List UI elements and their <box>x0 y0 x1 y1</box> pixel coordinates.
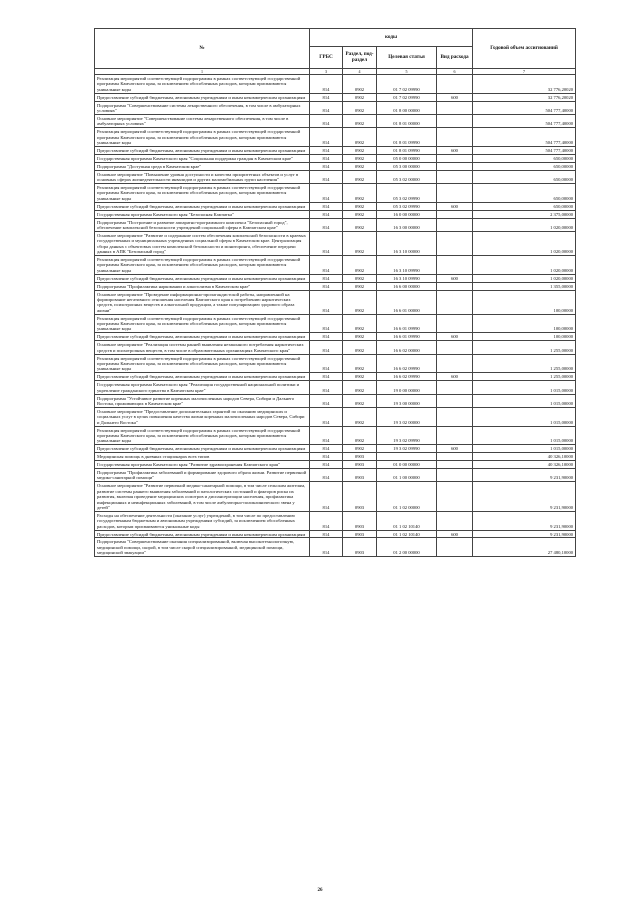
row-grbs: 814 <box>310 511 343 530</box>
row-grbs: 814 <box>310 282 343 290</box>
row-name: Подпрограмма "Построение и развитие аппаратно-программного комплекса "Безопасный город", обеспечение комплексной безопасности учреждений социальной сферы в Камчатском крае" <box>95 218 310 231</box>
row-expense-type <box>437 482 473 512</box>
row-razdel: 0902 <box>343 210 377 218</box>
row-expense-type: 600 <box>437 146 473 154</box>
row-grbs: 814 <box>310 314 343 333</box>
row-target-article: 05 3 00 00000 <box>377 162 437 170</box>
table-row <box>95 426 576 445</box>
row-grbs: 814 <box>310 162 343 170</box>
row-grbs: 814 <box>310 373 343 381</box>
row-target-article: 19 3 02 09990 <box>377 445 437 453</box>
row-razdel: 0902 <box>343 101 377 114</box>
header-codes: коды <box>310 29 473 47</box>
row-razdel: 0902 <box>343 170 377 183</box>
row-expense-type <box>437 75 473 94</box>
row-sum: 650,00000 <box>473 162 576 170</box>
row-expense-type <box>437 314 473 333</box>
row-sum: 504 777,40000 <box>473 146 576 154</box>
row-grbs: 814 <box>310 154 343 162</box>
row-expense-type <box>437 282 473 290</box>
row-sum: 1 015,00000 <box>473 445 576 453</box>
row-razdel: 0902 <box>343 282 377 290</box>
row-grbs: 814 <box>310 210 343 218</box>
row-name: Реализация мероприятий соответствующей подпрограммы в рамках соответствующей государственной программы Камчатского края, за исключением обособленных расходов, которым присваиваются уникальные коды <box>95 314 310 333</box>
row-grbs: 814 <box>310 170 343 183</box>
row-expense-type <box>437 461 473 469</box>
row-sum: 1 020,00000 <box>473 231 576 255</box>
row-razdel: 0902 <box>343 114 377 127</box>
row-grbs: 814 <box>310 333 343 341</box>
row-grbs: 814 <box>310 93 343 101</box>
row-sum: 1 355,00000 <box>473 282 576 290</box>
colnum: 1 <box>95 69 310 75</box>
row-razdel: 0902 <box>343 341 377 354</box>
row-razdel: 0902 <box>343 426 377 445</box>
row-name: Предоставление субсидий бюджетным, автономным учреждениям и иным некоммерческим организациям <box>95 373 310 381</box>
row-razdel: 0903 <box>343 538 377 557</box>
row-razdel: 0902 <box>343 290 377 314</box>
row-grbs: 814 <box>310 231 343 255</box>
row-expense-type <box>437 538 473 557</box>
row-name: Государственная программа Камчатского края "Развитие здравоохранения Камчатского края" <box>95 461 310 469</box>
colnum: 5 <box>377 69 437 75</box>
colnum: 4 <box>343 69 377 75</box>
row-expense-type: 600 <box>437 530 473 538</box>
header-cs: Целевая статья <box>377 47 437 69</box>
row-sum: 1 255,00000 <box>473 373 576 381</box>
row-name: Предоставление субсидий бюджетным, автономным учреждениям и иным некоммерческим организациям <box>95 530 310 538</box>
row-razdel: 0902 <box>343 407 377 426</box>
row-expense-type: 600 <box>437 373 473 381</box>
row-target-article: 01 0 00 00000 <box>377 461 437 469</box>
row-sum: 2 375,00000 <box>473 210 576 218</box>
row-name: Подпрограмма "Устойчивое развитие коренных малочисленных народов Севера, Сибири и Дальнего Востока, проживающих в Камчатском крае" <box>95 394 310 407</box>
row-expense-type: 600 <box>437 445 473 453</box>
row-expense-type: 600 <box>437 274 473 282</box>
table-row <box>95 255 576 274</box>
row-razdel: 0902 <box>343 274 377 282</box>
row-target-article: 16 6 02 00000 <box>377 341 437 354</box>
row-grbs: 814 <box>310 218 343 231</box>
row-target-article: 16 6 00 00000 <box>377 282 437 290</box>
table-row <box>95 184 576 203</box>
row-expense-type <box>437 184 473 203</box>
row-razdel: 0902 <box>343 231 377 255</box>
row-target-article: 19 3 02 00000 <box>377 407 437 426</box>
row-name: Реализация мероприятий соответствующей подпрограммы в рамках соответствующей государственной программы Камчатского края, за исключением обособленных расходов, которым присваиваются уникальные коды <box>95 354 310 373</box>
row-razdel: 0902 <box>343 381 377 394</box>
row-razdel: 0902 <box>343 184 377 203</box>
row-sum: 27 480,10000 <box>473 538 576 557</box>
row-sum: 1 255,00000 <box>473 341 576 354</box>
row-name: Основное мероприятие "Повышение уровня доступности и качества приоритетных объектов и услуг в основных сферах жизнедеятельности инвалидов и других маломобильных групп населения" <box>95 170 310 183</box>
row-razdel: 0902 <box>343 445 377 453</box>
colnum: 7 <box>473 69 576 75</box>
row-target-article: 01 1 02 10140 <box>377 530 437 538</box>
row-target-article: 19 3 00 00000 <box>377 394 437 407</box>
row-sum: 1 015,00000 <box>473 381 576 394</box>
table-row <box>95 445 576 453</box>
row-name: Медицинская помощь в дневных стационарах всех типов <box>95 453 310 461</box>
row-expense-type <box>437 511 473 530</box>
row-target-article: 01 8 01 00000 <box>377 114 437 127</box>
row-razdel: 0902 <box>343 162 377 170</box>
table-row <box>95 114 576 127</box>
row-sum: 1 020,00000 <box>473 218 576 231</box>
row-target-article: 05 0 00 00000 <box>377 154 437 162</box>
row-expense-type <box>437 114 473 127</box>
row-razdel: 0902 <box>343 146 377 154</box>
row-target-article: 16 6 02 09990 <box>377 373 437 381</box>
table-row <box>95 75 576 94</box>
row-grbs: 814 <box>310 453 343 461</box>
row-name: Основное мероприятие "Предоставление дополнительных гарантий по оказанию медицинских и социальных услуг в целях повышения качества жизни коренных малочисленных народов Севера, Сибири и Дальнего Востока" <box>95 407 310 426</box>
row-name: Предоставление субсидий бюджетным, автономным учреждениям и иным некоммерческим организациям <box>95 445 310 453</box>
row-target-article: 19 3 02 09990 <box>377 426 437 445</box>
row-expense-type <box>437 407 473 426</box>
table-row <box>95 93 576 101</box>
row-target-article: 01 7 02 09990 <box>377 75 437 94</box>
row-expense-type <box>437 426 473 445</box>
row-grbs: 814 <box>310 290 343 314</box>
row-target-article: 05 3 02 00000 <box>377 170 437 183</box>
row-expense-type <box>437 101 473 114</box>
row-target-article: 01 8 01 09990 <box>377 128 437 147</box>
row-razdel: 0902 <box>343 75 377 94</box>
row-expense-type <box>437 231 473 255</box>
table-body <box>95 75 576 557</box>
row-sum: 1 255,00000 <box>473 354 576 373</box>
table-row <box>95 231 576 255</box>
row-name: Предоставление субсидий бюджетным, автономным учреждениям и иным некоммерческим организациям <box>95 146 310 154</box>
row-razdel: 0903 <box>343 461 377 469</box>
row-expense-type: 600 <box>437 202 473 210</box>
row-expense-type <box>437 255 473 274</box>
row-target-article: 05 3 02 09990 <box>377 202 437 210</box>
row-target-article: 16 6 02 09990 <box>377 354 437 373</box>
row-expense-type <box>437 128 473 147</box>
row-sum: 9 231,90000 <box>473 482 576 512</box>
table-row <box>95 354 576 373</box>
row-target-article: 01 1 02 00000 <box>377 482 437 512</box>
row-razdel: 0903 <box>343 468 377 481</box>
table-row <box>95 218 576 231</box>
row-expense-type <box>437 468 473 481</box>
row-expense-type <box>437 381 473 394</box>
row-name: Подпрограмма "Совершенствование системы лекарственного обеспечения, в том числе в амбулаторных условиях" <box>95 101 310 114</box>
row-expense-type: 600 <box>437 333 473 341</box>
row-grbs: 814 <box>310 445 343 453</box>
row-target-article: 01 8 01 09990 <box>377 146 437 154</box>
table-row <box>95 333 576 341</box>
table-row <box>95 210 576 218</box>
row-name: Предоставление субсидий бюджетным, автономным учреждениям и иным некоммерческим организациям <box>95 93 310 101</box>
row-grbs: 814 <box>310 530 343 538</box>
row-sum: 40 326,10000 <box>473 453 576 461</box>
colnum: 6 <box>437 69 473 75</box>
row-target-article: 01 8 00 00000 <box>377 101 437 114</box>
row-target-article: 16 6 01 00000 <box>377 290 437 314</box>
row-name: Подпрограмма "Совершенствование оказания специализированной, включая высокотехнологичную, медицинской помощи, скорой, в том числе скорой специализированной, медицинской помощи, медицинской эвакуации" <box>95 538 310 557</box>
row-razdel: 0902 <box>343 218 377 231</box>
table-row <box>95 154 576 162</box>
row-name: Основное мероприятие "Проведение информационно-пропагандистской работы, направленной на формирование негативного отношения населения Камчатского края к потреблению наркотических средств, психотропных веществ и алкогольной продукции, а также популяризацию здорового образа жизни" <box>95 290 310 314</box>
row-expense-type <box>437 210 473 218</box>
row-name: Предоставление субсидий бюджетным, автономным учреждениям и иным некоммерческим организациям <box>95 274 310 282</box>
header-num: № <box>95 29 310 69</box>
row-sum: 1 020,00000 <box>473 255 576 274</box>
row-name: Основное мероприятие "Совершенствование системы лекарственного обеспечения, в том числе в амбулаторных условиях" <box>95 114 310 127</box>
table-row <box>95 453 576 461</box>
row-expense-type <box>437 218 473 231</box>
row-grbs: 814 <box>310 101 343 114</box>
row-target-article <box>377 453 437 461</box>
row-target-article: 19 0 00 00000 <box>377 381 437 394</box>
row-name: Реализация мероприятий соответствующей подпрограммы в рамках соответствующей государственной программы Камчатского края, за исключением обособленных расходов, которым присваиваются уникальные коды <box>95 128 310 147</box>
table-row <box>95 146 576 154</box>
row-razdel: 0903 <box>343 530 377 538</box>
row-target-article: 16 3 10 09990 <box>377 274 437 282</box>
row-sum: 100,00000 <box>473 333 576 341</box>
row-grbs: 814 <box>310 354 343 373</box>
row-name: Предоставление субсидий бюджетным, автономным учреждениям и иным некоммерческим организациям <box>95 202 310 210</box>
budget-page <box>94 28 575 557</box>
row-sum: 1 015,00000 <box>473 407 576 426</box>
row-sum: 40 326,10000 <box>473 461 576 469</box>
row-razdel: 0902 <box>343 373 377 381</box>
row-expense-type <box>437 394 473 407</box>
row-expense-type <box>437 170 473 183</box>
row-grbs: 814 <box>310 468 343 481</box>
row-razdel: 0902 <box>343 394 377 407</box>
row-expense-type <box>437 341 473 354</box>
table-row <box>95 170 576 183</box>
row-grbs: 814 <box>310 184 343 203</box>
row-expense-type <box>437 354 473 373</box>
row-grbs: 814 <box>310 75 343 94</box>
row-sum: 504 777,40000 <box>473 114 576 127</box>
row-grbs: 814 <box>310 407 343 426</box>
row-expense-type <box>437 453 473 461</box>
table-row <box>95 341 576 354</box>
row-razdel: 0902 <box>343 128 377 147</box>
table-row <box>95 128 576 147</box>
row-name: Подпрограмма "Профилактика наркомании и алкоголизма в Камчатском крае" <box>95 282 310 290</box>
row-target-article: 16 3 00 00000 <box>377 218 437 231</box>
row-target-article: 16 3 10 09990 <box>377 255 437 274</box>
table-row <box>95 461 576 469</box>
header-razdel: Раздел, под-раздел <box>343 47 377 69</box>
row-target-article: 01 1 00 00000 <box>377 468 437 481</box>
page-number: 26 <box>317 888 323 893</box>
row-sum: 32 776,20020 <box>473 75 576 94</box>
row-target-article: 01 1 02 10140 <box>377 511 437 530</box>
table-row <box>95 530 576 538</box>
row-grbs: 814 <box>310 341 343 354</box>
row-sum: 650,00000 <box>473 170 576 183</box>
colnum: 3 <box>310 69 343 75</box>
row-name: Реализация мероприятий соответствующей подпрограммы в рамках соответствующей государственной программы Камчатского края, за исключением обособленных расходов, которым присваиваются уникальные коды <box>95 75 310 94</box>
row-grbs: 814 <box>310 538 343 557</box>
table-row <box>95 202 576 210</box>
table-row <box>95 282 576 290</box>
table-row <box>95 394 576 407</box>
row-grbs: 814 <box>310 114 343 127</box>
row-name: Основное мероприятие "Реализация системы ранней выявления незаконного потребления наркотических средств и психотропных веществ, в том числе в образовательных организациях Камчатского края" <box>95 341 310 354</box>
row-razdel: 0902 <box>343 333 377 341</box>
row-sum: 100,00000 <box>473 314 576 333</box>
row-razdel: 0903 <box>343 511 377 530</box>
row-razdel: 0902 <box>343 314 377 333</box>
row-sum: 1 020,00000 <box>473 274 576 282</box>
row-expense-type <box>437 290 473 314</box>
row-expense-type <box>437 154 473 162</box>
row-name: Реализация мероприятий соответствующей подпрограммы в рамках соответствующей государственной программы Камчатского края, за исключением обособленных расходов, которым присваиваются уникальные коды <box>95 184 310 203</box>
row-sum: 9 231,90000 <box>473 530 576 538</box>
row-name: Государственная программа Камчатского края "Реализация государственной национальной политики и укрепление гражданского единства в Камчатском крае" <box>95 381 310 394</box>
row-grbs: 814 <box>310 128 343 147</box>
row-grbs: 814 <box>310 482 343 512</box>
table-row <box>95 162 576 170</box>
table-row <box>95 314 576 333</box>
row-name: Подпрограмма "Доступная среда в Камчатском крае" <box>95 162 310 170</box>
row-name: Основное мероприятие "Развитие первичной медико-санитарной помощи, в том числе сельским жителям, развитие системы раннего выявления заболеваний и патологических состояний и факторов риска их развития, включая проведение медицинских осмотров и диспансеризации населения, профилактика инфекционных и неинфекционных заболеваний, в том числе амбулаторно-поликлинического звена у детей" <box>95 482 310 512</box>
table-row <box>95 482 576 512</box>
row-target-article: 16 6 01 09990 <box>377 333 437 341</box>
budget-table <box>94 28 576 557</box>
row-name: Подпрограмма "Профилактика заболеваний и формирование здорового образа жизни. Развитие первичной медико-санитарной помощи" <box>95 468 310 481</box>
row-sum: 9 231,90000 <box>473 511 576 530</box>
table-row <box>95 101 576 114</box>
header-vr: Вид расхода <box>437 47 473 69</box>
row-grbs: 814 <box>310 255 343 274</box>
row-grbs: 814 <box>310 381 343 394</box>
row-target-article: 01 2 00 00000 <box>377 538 437 557</box>
row-name: Государственная программа Камчатского края "Безопасная Камчатка" <box>95 210 310 218</box>
row-target-article: 16 0 00 00000 <box>377 210 437 218</box>
row-grbs: 814 <box>310 274 343 282</box>
row-grbs: 814 <box>310 202 343 210</box>
row-name: Государственная программа Камчатского края "Социальная поддержка граждан в Камчатском крае" <box>95 154 310 162</box>
row-razdel: 0903 <box>343 453 377 461</box>
row-expense-type <box>437 162 473 170</box>
table-row <box>95 274 576 282</box>
row-sum: 32 776,20020 <box>473 93 576 101</box>
row-grbs: 814 <box>310 146 343 154</box>
row-razdel: 0902 <box>343 255 377 274</box>
row-sum: 9 231,90000 <box>473 468 576 481</box>
row-expense-type: 600 <box>437 93 473 101</box>
row-name: Предоставление субсидий бюджетным, автономным учреждениям и иным некоммерческим организациям <box>95 333 310 341</box>
row-razdel: 0902 <box>343 93 377 101</box>
row-name: Основное мероприятие "Развитие и содержание систем обеспечения комплексной безопасности в краевых государственных и муниципальных учреждениях социальной сферы в Камчатском крае. Централизация сбора данных с объектовых систем комплексной безопасности и мониторинга, обеспечение передачи данных в АПК "Безопасный город" <box>95 231 310 255</box>
table-row <box>95 373 576 381</box>
row-sum: 650,00000 <box>473 202 576 210</box>
row-target-article: 16 6 01 09990 <box>377 314 437 333</box>
table-row <box>95 468 576 481</box>
row-sum: 504 777,40000 <box>473 128 576 147</box>
row-target-article: 16 3 10 00000 <box>377 231 437 255</box>
header-grbs: ГРБС <box>310 47 343 69</box>
row-razdel: 0902 <box>343 354 377 373</box>
row-grbs: 814 <box>310 426 343 445</box>
table-row <box>95 381 576 394</box>
row-grbs: 814 <box>310 394 343 407</box>
row-name: Расходы на обеспечение деятельности (оказание услуг) учреждений, в том числе по предоставлению государственным бюджетным и автономным учреждениям субсидий, за исключением обособленных расходов, которым присваиваются уникальные коды <box>95 511 310 530</box>
row-grbs: 814 <box>310 461 343 469</box>
table-row <box>95 290 576 314</box>
row-name: Реализация мероприятий соответствующей подпрограммы в рамках соответствующей государственной программы Камчатского края, за исключением обособленных расходов, которым присваиваются уникальные коды <box>95 426 310 445</box>
row-sum: 650,00000 <box>473 184 576 203</box>
row-sum: 650,00000 <box>473 154 576 162</box>
table-row <box>95 538 576 557</box>
row-sum: 100,00000 <box>473 290 576 314</box>
row-razdel: 0903 <box>343 482 377 512</box>
row-sum: 504 777,40000 <box>473 101 576 114</box>
row-razdel: 0902 <box>343 202 377 210</box>
row-sum: 1 015,00000 <box>473 394 576 407</box>
table-row <box>95 407 576 426</box>
row-name: Реализация мероприятий соответствующей подпрограммы в рамках соответствующей государственной программы Камчатского края, за исключением обособленных расходов, которым присваиваются уникальные коды <box>95 255 310 274</box>
row-sum: 1 015,00000 <box>473 426 576 445</box>
row-target-article: 05 3 02 09990 <box>377 184 437 203</box>
header-sum: Годовой объем ассигнований <box>473 29 576 69</box>
table-row <box>95 511 576 530</box>
row-target-article: 01 7 02 09990 <box>377 93 437 101</box>
row-razdel: 0902 <box>343 154 377 162</box>
